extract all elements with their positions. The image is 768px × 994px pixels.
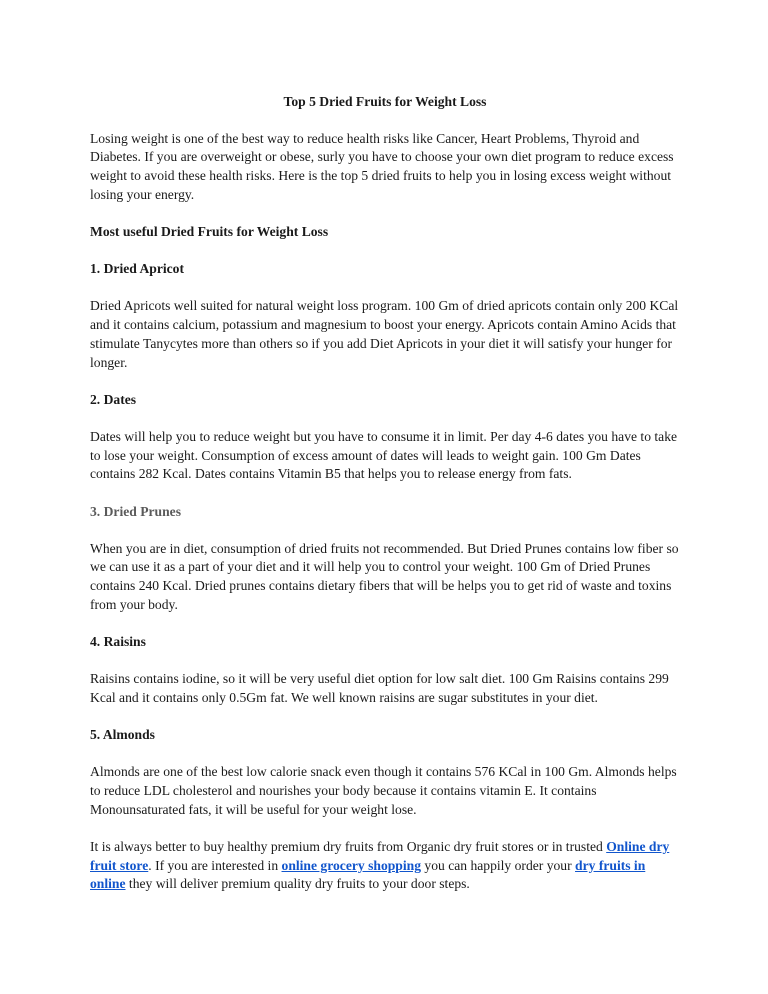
fruit-body-almonds: Almonds are one of the best low calorie snack even though it contains 576 KCal in 100 Gm. Almonds helps to reduce LDL cholesterol and nourishes your body because it contains vitamin E. It contains Monounsaturated fats, it will be useful for your weight lose. <box>90 764 677 817</box>
closing-text-2: . If you are interested in <box>148 857 282 873</box>
closing-paragraph <box>90 838 680 894</box>
fruit-body-raisins: Raisins contains iodine, so it will be very useful diet option for low salt diet. 100 Gm Raisins contains 299 Kcal and it contains only 0.5Gm fat. We well known raisins are sugar substitutes in your diet. <box>90 671 669 705</box>
fruit-heading-dates: 2. Dates <box>90 391 137 407</box>
online-dry-fruit-store-link[interactable]: Online dry fruit store <box>90 838 670 873</box>
document-title: Top 5 Dried Fruits for Weight Loss <box>283 94 487 109</box>
closing-text-4: they will deliver premium quality dry fruits to your door steps. <box>125 876 470 892</box>
document-page <box>90 93 680 913</box>
section-heading: Most useful Dried Fruits for Weight Loss <box>90 224 329 240</box>
dry-fruits-in-online-link[interactable]: dry fruits in online <box>90 857 646 892</box>
fruit-heading-raisins: 4. Raisins <box>90 634 146 650</box>
fruit-heading-almonds: 5. Almonds <box>90 727 155 743</box>
online-grocery-shopping-link[interactable]: online grocery shopping <box>281 857 421 873</box>
intro-paragraph: Losing weight is one of the best way to reduce health risks like Cancer, Heart Problems, Thyroid and Diabetes. If you are overweight or obese, surly you have to choose your own diet program to reduce excess weight to avoid these health risks. Here is the top 5 dried fruits to help you in losing excess weight without losing your energy. <box>90 130 674 202</box>
closing-text-1: It is always better to buy healthy premium dry fruits from Organic dry fruit stores or in trusted <box>90 838 607 854</box>
fruit-heading-prunes: 3. Dried Prunes <box>90 503 181 519</box>
fruit-heading-apricot: 1. Dried Apricot <box>90 261 185 277</box>
fruit-body-apricot: Dried Apricots well suited for natural weight loss program. 100 Gm of dried apricots contain only 200 KCal and it contains calcium, potassium and magnesium to boost your energy. Apricots contain Amino Acids that stimulate Tanycytes more than others so if you add Diet Apricots in your diet it will satisfy your hunger for longer. <box>90 298 679 370</box>
fruit-body-dates: Dates will help you to reduce weight but you have to consume it in limit. Per day 4-6 dates you have to take to lose your weight. Consumption of excess amount of dates will leads to weight gain. 100 Gm Dates contains 282 Kcal. Dates contains Vitamin B5 that helps you to release energy from fats. <box>90 428 678 482</box>
fruit-body-prunes: When you are in diet, consumption of dried fruits not recommended. But Dried Prunes contains low fiber so we can use it as a part of your diet and it will help you to control your weight. 100 Gm of Dried Prunes contains 240 Kcal. Dried prunes contains dietary fibers that will be helps you to get rid of waste and toxins from your body. <box>90 540 679 612</box>
closing-text-3: you can happily order your <box>421 857 576 873</box>
